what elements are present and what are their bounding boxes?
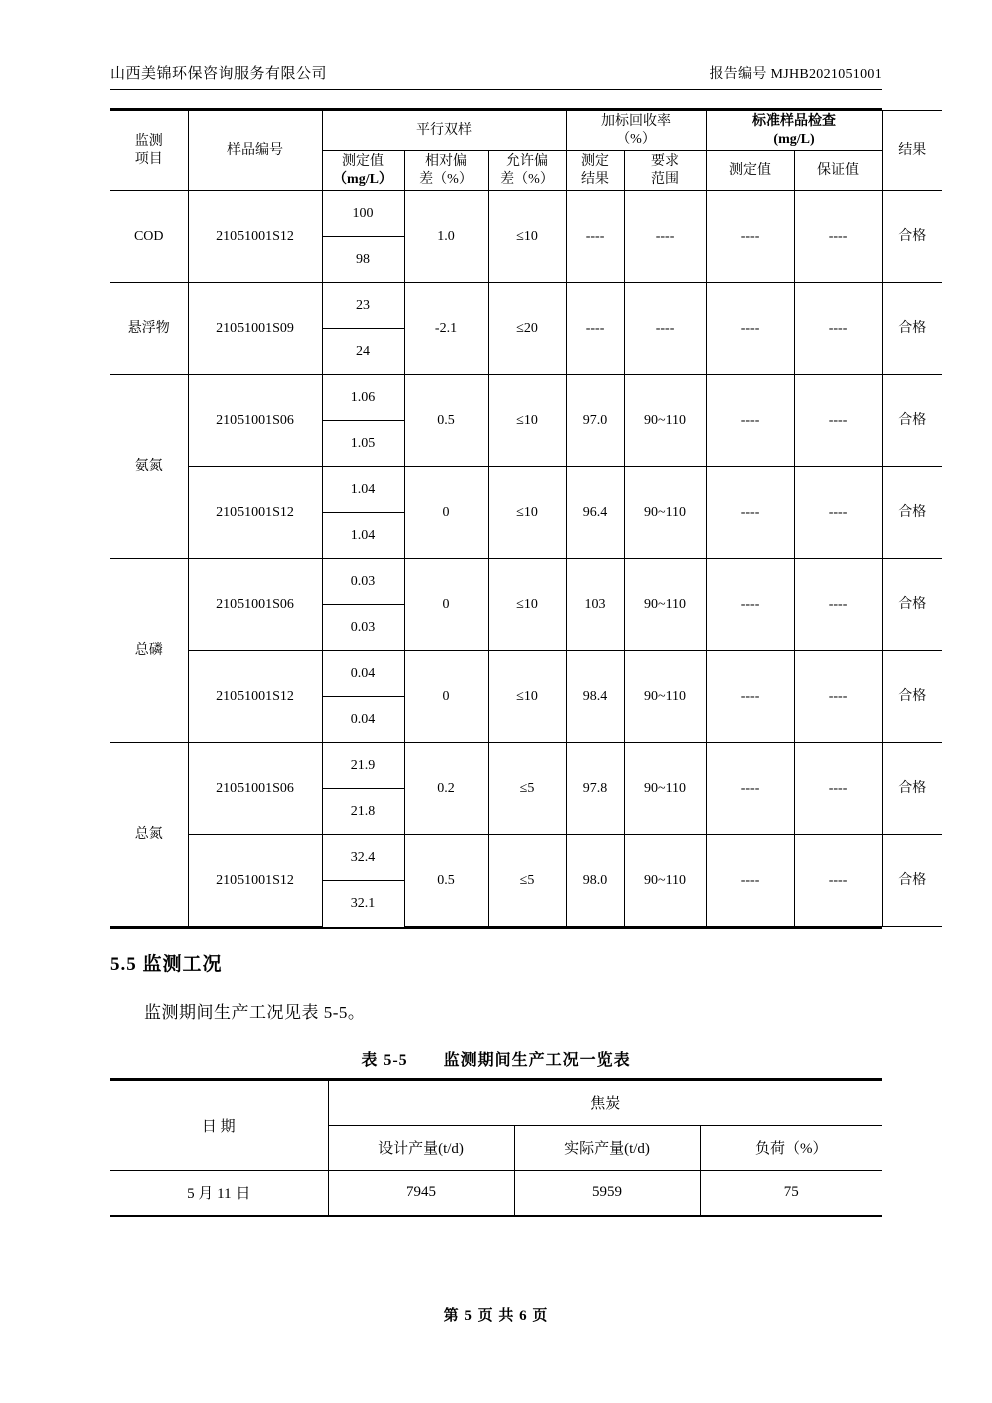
condition-table-wrapper bbox=[110, 1078, 882, 1217]
qc-std-guaranteed: ---- bbox=[794, 375, 882, 467]
qc-header-spike-line1: 加标回收率 bbox=[601, 114, 672, 129]
page-footer: 第 5 页 共 6 页 bbox=[443, 1308, 549, 1324]
condition-header-actual-output: 实际产量(t/d) bbox=[514, 1125, 700, 1170]
qc-header-sample-no: 样品编号 bbox=[188, 111, 322, 191]
qc-item-cod: COD bbox=[110, 191, 188, 283]
qc-measured-value: 21.9 bbox=[322, 743, 404, 789]
qc-spike-result: 97.0 bbox=[566, 375, 624, 467]
qc-measured-value: 0.04 bbox=[322, 697, 404, 743]
table-row bbox=[110, 559, 942, 605]
qc-item-tn: 总氮 bbox=[110, 743, 188, 927]
qc-std-guaranteed: ---- bbox=[794, 743, 882, 835]
qc-std-measured: ---- bbox=[706, 191, 794, 283]
qc-spike-range: ---- bbox=[624, 191, 706, 283]
qc-header-allow-dev bbox=[488, 151, 566, 191]
qc-header-spike bbox=[566, 111, 706, 151]
qc-measured-value: 1.04 bbox=[322, 467, 404, 513]
qc-header-spike-result-line1: 测定 bbox=[581, 154, 610, 169]
qc-header-allow-dev-line2: 差（%） bbox=[500, 171, 554, 187]
qc-sample-no: 21051001S12 bbox=[188, 467, 322, 559]
qc-header-parallel: 平行双样 bbox=[322, 111, 566, 151]
qc-std-measured: ---- bbox=[706, 467, 794, 559]
table-row bbox=[110, 467, 942, 513]
qc-item-ss: 悬浮物 bbox=[110, 283, 188, 375]
qc-spike-range: 90~110 bbox=[624, 467, 706, 559]
qc-sample-no: 21051001S09 bbox=[188, 283, 322, 375]
qc-measured-value: 32.4 bbox=[322, 835, 404, 881]
table-row bbox=[110, 1170, 882, 1215]
condition-actual-output: 5959 bbox=[514, 1170, 700, 1215]
qc-header-spike-range bbox=[624, 151, 706, 191]
qc-sample-no: 21051001S06 bbox=[188, 375, 322, 467]
qc-std-measured: ---- bbox=[706, 651, 794, 743]
qc-sample-no: 21051001S12 bbox=[188, 191, 322, 283]
condition-header-date: 日 期 bbox=[110, 1080, 328, 1170]
qc-allow-dev: ≤10 bbox=[488, 559, 566, 651]
qc-measured-value: 24 bbox=[322, 329, 404, 375]
qc-header-spike-range-line2: 范围 bbox=[651, 171, 680, 187]
page-header bbox=[110, 0, 882, 90]
qc-rel-dev: 1.0 bbox=[404, 191, 488, 283]
qc-spike-result: 96.4 bbox=[566, 467, 624, 559]
qc-item-ammonia: 氨氮 bbox=[110, 375, 188, 559]
qc-spike-range: 90~110 bbox=[624, 743, 706, 835]
table-row bbox=[110, 835, 942, 881]
qc-measured-value: 1.06 bbox=[322, 375, 404, 421]
qc-sample-no: 21051001S12 bbox=[188, 835, 322, 927]
qc-allow-dev: ≤5 bbox=[488, 835, 566, 927]
qc-header-std-check-line1: 标准样品检查 bbox=[752, 114, 837, 129]
qc-spike-result: ---- bbox=[566, 283, 624, 375]
qc-measured-value: 0.03 bbox=[322, 559, 404, 605]
qc-measured-value: 21.8 bbox=[322, 789, 404, 835]
qc-measured-value: 98 bbox=[322, 237, 404, 283]
condition-header-coke: 焦炭 bbox=[328, 1080, 882, 1125]
qc-std-measured: ---- bbox=[706, 559, 794, 651]
qc-rel-dev: 0 bbox=[404, 467, 488, 559]
qc-header-std-guaranteed: 保证值 bbox=[794, 151, 882, 191]
qc-std-guaranteed: ---- bbox=[794, 835, 882, 927]
qc-spike-range: 90~110 bbox=[624, 559, 706, 651]
qc-measured-value: 1.04 bbox=[322, 513, 404, 559]
qc-measured-value: 0.04 bbox=[322, 651, 404, 697]
qc-rel-dev: 0.5 bbox=[404, 375, 488, 467]
qc-std-measured: ---- bbox=[706, 835, 794, 927]
qc-allow-dev: ≤10 bbox=[488, 191, 566, 283]
qc-header-spike-result-line2: 结果 bbox=[581, 171, 610, 187]
qc-spike-range: 90~110 bbox=[624, 651, 706, 743]
table-row bbox=[110, 191, 942, 237]
qc-result: 合格 bbox=[882, 375, 942, 467]
condition-date: 5 月 11 日 bbox=[110, 1170, 328, 1215]
qc-sample-no: 21051001S06 bbox=[188, 743, 322, 835]
qc-table-wrapper bbox=[110, 108, 927, 929]
qc-result: 合格 bbox=[882, 835, 942, 927]
qc-std-guaranteed: ---- bbox=[794, 651, 882, 743]
qc-header-item-line1: 监测 bbox=[134, 134, 163, 149]
qc-spike-result: ---- bbox=[566, 191, 624, 283]
qc-spike-range: 90~110 bbox=[624, 835, 706, 927]
qc-spike-result: 97.8 bbox=[566, 743, 624, 835]
qc-rel-dev: 0 bbox=[404, 651, 488, 743]
qc-header-row-1 bbox=[110, 111, 942, 151]
qc-header-std-check bbox=[706, 111, 882, 151]
qc-header-item-line2: 项目 bbox=[134, 151, 163, 167]
condition-table bbox=[110, 1080, 882, 1215]
section-paragraph: 监测期间生产工况见表 5-5。 bbox=[144, 1002, 366, 1022]
qc-std-measured: ---- bbox=[706, 743, 794, 835]
qc-std-measured: ---- bbox=[706, 375, 794, 467]
table-caption-text: 监测期间生产工况一览表 bbox=[443, 1051, 631, 1069]
header-report-number: 报告编号 MJHB2021051001 bbox=[709, 67, 882, 82]
condition-header-row-1 bbox=[110, 1080, 882, 1125]
qc-rel-dev: -2.1 bbox=[404, 283, 488, 375]
qc-measured-value: 32.1 bbox=[322, 881, 404, 927]
qc-std-guaranteed: ---- bbox=[794, 283, 882, 375]
qc-header-spike-line2: （%） bbox=[616, 131, 656, 147]
qc-header-measured bbox=[322, 151, 404, 191]
qc-header-item bbox=[110, 111, 188, 191]
condition-load: 75 bbox=[700, 1170, 882, 1215]
qc-allow-dev: ≤20 bbox=[488, 283, 566, 375]
qc-measured-value: 23 bbox=[322, 283, 404, 329]
qc-header-measured-line1: 测定值 bbox=[342, 154, 384, 169]
qc-measured-value: 100 bbox=[322, 191, 404, 237]
qc-std-guaranteed: ---- bbox=[794, 559, 882, 651]
condition-header-design-output: 设计产量(t/d) bbox=[328, 1125, 514, 1170]
table-row bbox=[110, 743, 942, 789]
qc-std-measured: ---- bbox=[706, 283, 794, 375]
qc-allow-dev: ≤10 bbox=[488, 651, 566, 743]
qc-measured-value: 1.05 bbox=[322, 421, 404, 467]
qc-allow-dev: ≤5 bbox=[488, 743, 566, 835]
qc-result: 合格 bbox=[882, 283, 942, 375]
qc-sample-no: 21051001S12 bbox=[188, 651, 322, 743]
qc-header-allow-dev-line1: 允许偏 bbox=[506, 154, 549, 169]
qc-table bbox=[110, 110, 942, 927]
table-caption bbox=[110, 1047, 882, 1070]
qc-header-result: 结果 bbox=[882, 111, 942, 191]
condition-header-load: 负荷（%） bbox=[700, 1125, 882, 1170]
qc-result: 合格 bbox=[882, 191, 942, 283]
qc-allow-dev: ≤10 bbox=[488, 467, 566, 559]
table-row bbox=[110, 375, 942, 421]
qc-header-spike-result bbox=[566, 151, 624, 191]
qc-result: 合格 bbox=[882, 743, 942, 835]
qc-result: 合格 bbox=[882, 559, 942, 651]
qc-header-measured-unit: （mg/L） bbox=[333, 171, 393, 187]
qc-measured-value: 0.03 bbox=[322, 605, 404, 651]
qc-header-spike-range-line1: 要求 bbox=[651, 154, 680, 169]
qc-header-std-measured: 测定值 bbox=[706, 151, 794, 191]
condition-design-output: 7945 bbox=[328, 1170, 514, 1215]
qc-spike-result: 98.0 bbox=[566, 835, 624, 927]
header-company: 山西美锦环保咨询服务有限公司 bbox=[110, 66, 328, 82]
qc-std-guaranteed: ---- bbox=[794, 191, 882, 283]
qc-rel-dev: 0.2 bbox=[404, 743, 488, 835]
qc-header-std-check-line2: (mg/L) bbox=[773, 131, 815, 147]
qc-result: 合格 bbox=[882, 651, 942, 743]
table-caption-number: 表 5-5 bbox=[361, 1051, 408, 1069]
qc-rel-dev: 0.5 bbox=[404, 835, 488, 927]
section-title: 5.5 监测工况 bbox=[110, 953, 223, 975]
qc-sample-no: 21051001S06 bbox=[188, 559, 322, 651]
qc-std-guaranteed: ---- bbox=[794, 467, 882, 559]
qc-header-rel-dev-line1: 相对偏 bbox=[425, 154, 467, 169]
qc-result: 合格 bbox=[882, 467, 942, 559]
table-row bbox=[110, 651, 942, 697]
qc-rel-dev: 0 bbox=[404, 559, 488, 651]
qc-spike-result: 98.4 bbox=[566, 651, 624, 743]
table-row bbox=[110, 283, 942, 329]
qc-item-tp: 总磷 bbox=[110, 559, 188, 743]
qc-header-rel-dev bbox=[404, 151, 488, 191]
qc-header-rel-dev-line2: 差（%） bbox=[419, 171, 473, 187]
qc-spike-range: 90~110 bbox=[624, 375, 706, 467]
qc-spike-range: ---- bbox=[624, 283, 706, 375]
qc-spike-result: 103 bbox=[566, 559, 624, 651]
qc-allow-dev: ≤10 bbox=[488, 375, 566, 467]
